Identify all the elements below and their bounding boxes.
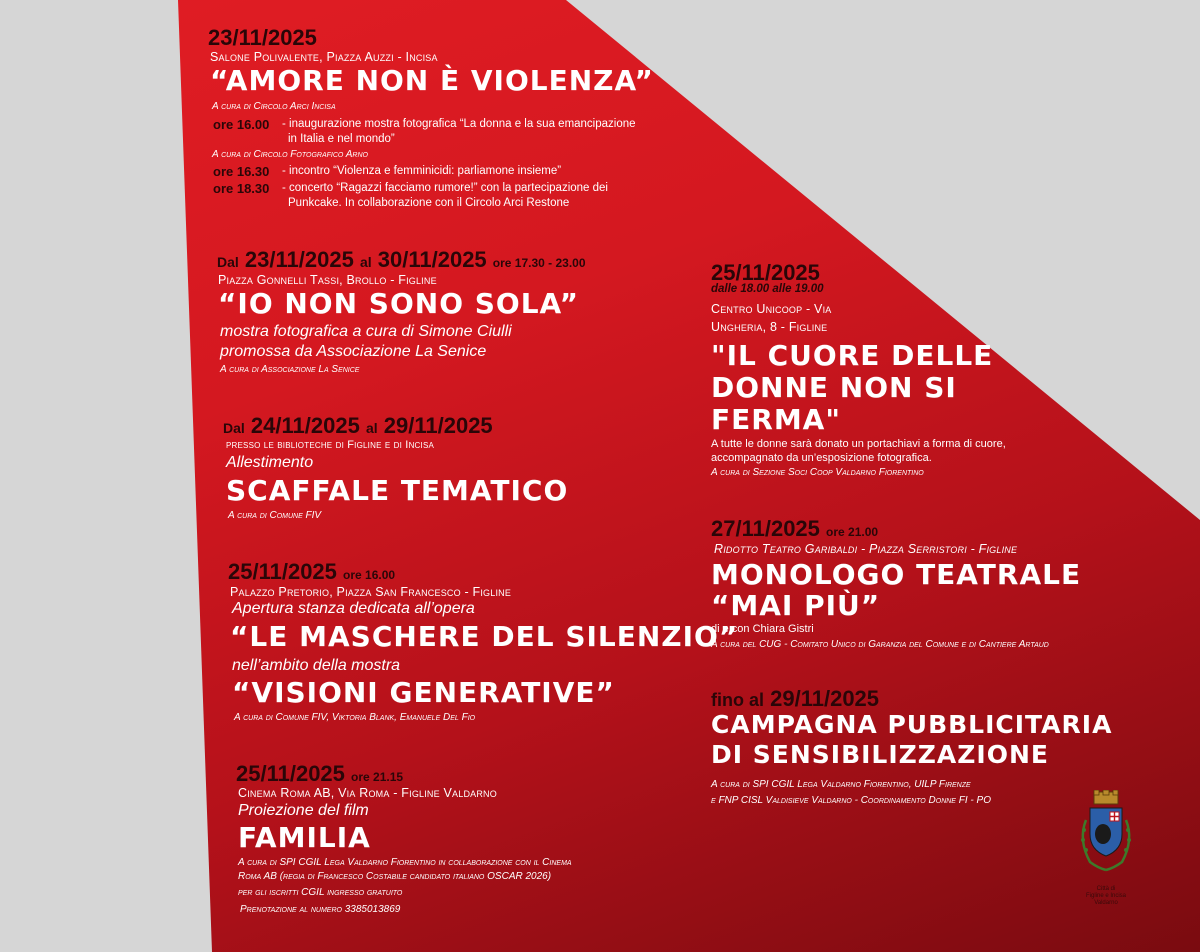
event2-location: Piazza Gonnelli Tassi, Brollo - Figline (218, 273, 437, 287)
event6-loc2: Ungheria, 8 - Figline (711, 320, 828, 334)
event3-dal: Dal (223, 420, 245, 436)
event1-desc3b: Punkcake. In collaborazione con il Circolo Arci Restone (288, 197, 570, 209)
crest-line2: Figline e Incisa (1085, 893, 1127, 899)
event3-cura: A cura di Comune FIV (228, 510, 322, 521)
event3-date-to: 29/11/2025 (383, 413, 493, 438)
event2-desc2: promossa da Associazione La Senice (220, 343, 487, 360)
event5-note: per gli iscritti CGIL ingresso gratuito (238, 887, 403, 898)
event6-desc1: A tutte le donne sarà donato un portachiavi a forma di cuore, (711, 438, 1006, 450)
event4-cura: A cura di Comune FIV, Viktoria Blank, Emanuele Del Fio (234, 712, 476, 723)
event8-title2: DI SENSIBILIZZAZIONE (711, 740, 1049, 769)
event1-desc3a: - concerto “Ragazzi facciamo rumore!” con la partecipazione dei (282, 182, 608, 194)
crest-icon (1076, 790, 1136, 886)
event1-location: Salone Polivalente, Piazza Auzzi - Incisa (210, 50, 438, 64)
event4-title2: “VISIONI GENERATIVE” (232, 676, 615, 709)
event4-date-line (228, 559, 395, 585)
event7-cura: A cura del CUG - Comitato Unico di Garanzia del Comune e di Cantiere Artaud (711, 639, 1049, 650)
event7-desc: di e con Chiara Gistri (711, 623, 814, 635)
event1-desc1b: in Italia e nel mondo” (288, 133, 395, 145)
event5-booking: Prenotazione al numero 3385013869 (240, 904, 401, 915)
event4-date: 25/11/2025 (228, 559, 337, 584)
event2-dal: Dal (217, 254, 239, 270)
crest-line3: Valdarno (1094, 900, 1118, 906)
event8-cura1: A cura di SPI CGIL Lega Valdarno Fiorentino, UILP Firenze (711, 779, 971, 790)
event5-date: 25/11/2025 (236, 761, 345, 786)
event4-hours: ore 16.00 (343, 568, 396, 582)
event4-intro: Apertura stanza dedicata all’opera (232, 600, 475, 617)
event1-desc1a: - inaugurazione mostra fotografica “La donna e la sua emancipazione (282, 118, 636, 130)
event2-date-from: 23/11/2025 (244, 247, 354, 272)
event1-title: “AMORE NON È VIOLENZA” (210, 64, 654, 97)
event5-location: Cinema Roma AB, Via Roma - Figline Valdarno (238, 786, 497, 800)
event8-fino: fino al (711, 690, 764, 710)
event6-title1: "IL CUORE DELLE (711, 339, 994, 372)
event5-cura1: A cura di SPI CGIL Lega Valdarno Fiorentino in collaborazione con il Cinema (238, 857, 572, 868)
event4-title: “LE MASCHERE DEL SILENZIO” (230, 620, 739, 653)
event5-intro: Proiezione del film (238, 802, 369, 819)
event5-cura2: Roma AB (regia di Francesco Costabile candidato italiano OSCAR 2026) (238, 871, 552, 882)
event3-subtitle: Allestimento (226, 454, 314, 471)
event7-title1: MONOLOGO TEATRALE (711, 558, 1082, 591)
event4-location: Palazzo Pretorio, Piazza San Francesco - Figline (230, 585, 512, 599)
event8-date: 29/11/2025 (770, 686, 880, 711)
event1-desc2: - incontro “Violenza e femminicidi: parliamone insieme” (282, 165, 562, 177)
event7-date: 27/11/2025 (711, 516, 820, 541)
event8-title1: CAMPAGNA PUBBLICITARIA (711, 710, 1113, 739)
event6-desc2: accompagnato da un’esposizione fotografica. (711, 452, 932, 464)
event6-date: 25/11/2025 (711, 260, 820, 285)
event2-title: “IO NON SONO SOLA” (218, 287, 580, 320)
event3-date-range (223, 413, 493, 439)
event3-al: al (365, 420, 378, 436)
event3-date-from: 24/11/2025 (250, 413, 360, 438)
event7-date-line (711, 516, 878, 542)
event6-hours: dalle 18.00 alle 19.00 (711, 283, 824, 295)
event2-date-range (217, 247, 586, 273)
event3-title: SCAFFALE TEMATICO (226, 474, 569, 507)
event2-cura: A cura di Associazione La Senice (220, 364, 360, 375)
event6-cura: A cura di Sezione Soci Coop Valdarno Fiorentino (711, 467, 924, 478)
event5-date-line (236, 761, 403, 787)
event3-location: presso le biblioteche di Figline e di Incisa (226, 439, 435, 451)
event2-hours: ore 17.30 - 23.00 (492, 256, 586, 270)
event6-title2: DONNE NON SI (711, 371, 957, 404)
event5-hours: ore 21.15 (351, 770, 404, 784)
event1-time2: ore 16.30 (213, 164, 270, 179)
event4-intro2: nell’ambito della mostra (232, 657, 401, 674)
event7-title2: “MAI PIÙ” (711, 589, 881, 622)
event1-time1: ore 16.00 (213, 117, 270, 132)
event1-cura1: A cura di Circolo Arci Incisa (212, 101, 336, 112)
event2-date-to: 30/11/2025 (377, 247, 487, 272)
event7-hours: ore 21.00 (826, 525, 879, 539)
event8-date-line (711, 686, 879, 712)
event7-location: Ridotto Teatro Garibaldi - Piazza Serristori - Figline (714, 542, 1018, 556)
event6-title3: FERMA" (711, 403, 841, 436)
crest-line1: Città di (1096, 886, 1116, 892)
event2-desc1: mostra fotografica a cura di Simone Ciulli (220, 323, 512, 340)
municipal-crest (1076, 790, 1136, 910)
event5-title: FAMILIA (238, 821, 371, 854)
event1-date: 23/11/2025 (208, 25, 317, 50)
event2-al: al (359, 254, 372, 270)
event1-time3: ore 18.30 (213, 181, 270, 196)
event8-cura2: e FNP CISL Valdisieve Valdarno - Coordinamento Donne FI - PO (711, 795, 991, 806)
event6-loc1: Centro Unicoop - Via (711, 302, 832, 316)
event1-cura2: A cura di Circolo Fotografico Arno (212, 149, 368, 160)
